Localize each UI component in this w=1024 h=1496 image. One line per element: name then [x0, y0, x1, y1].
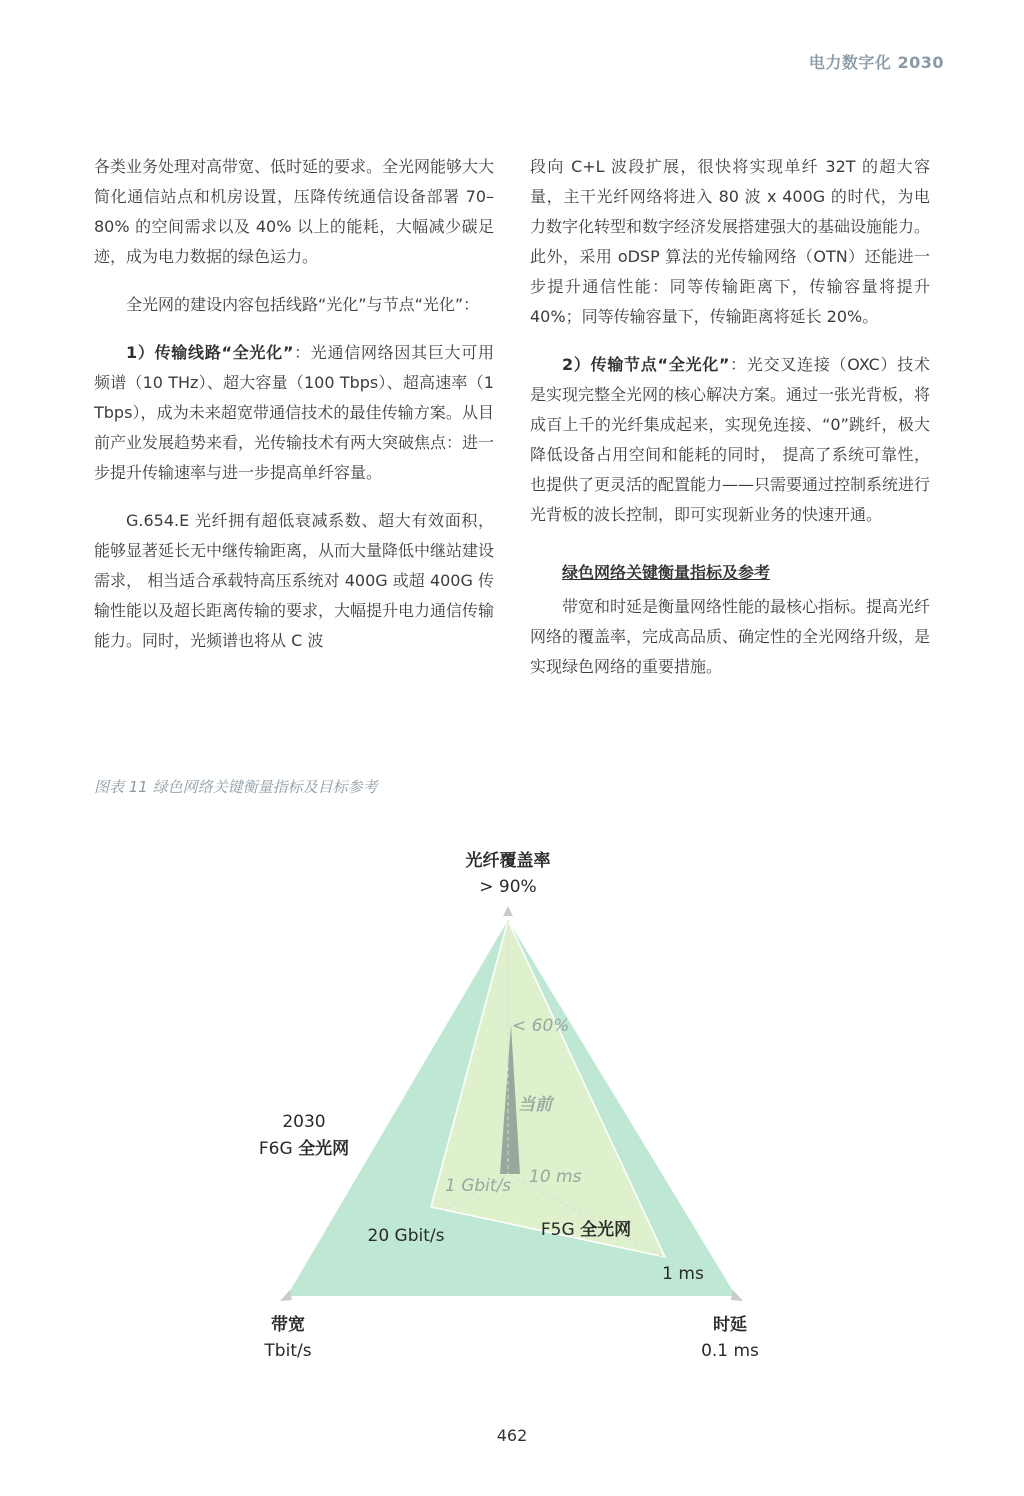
paragraph: 各类业务处理对高带宽、低时延的要求。全光网能够大大简化通信站点和机房设置，压降传统通信设备部署 70–80% 的空间需求以及 40% 以上的能耗，大幅减少碳足迹，成为电力数据的绿色运力。 [94, 157, 495, 266]
axis-arrow-top [503, 906, 513, 916]
axis-left-value: Tbit/s [264, 1341, 312, 1361]
paragraph [94, 338, 494, 488]
paragraph-text: ：光通信网络因其巨大可用频谱（10 THz）、超大容量（100 Tbps）、超高速率（1 Tbps），成为未来超宽带通信技术的最佳传输方案。从目前产业发展趋势来看，光传输技术有两大突破焦点：进一步提升传输速率与进一步提高单纤容量。 [94, 343, 495, 482]
f6g-name-prefix: F6G [258, 1139, 299, 1159]
f6g-name [244, 1134, 364, 1159]
f5g-triangle [431, 920, 665, 1257]
axis-top-value: > 90% [479, 877, 537, 897]
metrics-triangle-diagram [0, 830, 1024, 1390]
current-label: 当前 [518, 1095, 552, 1115]
paragraph: G.654.E 光纤拥有超低衰减系数、超大有效面积，能够显著延长无中继传输距离，从而大量降低中继站建设需求， 相当适合承载特高压系统对 400G 或超 400G 传输性能以及超长距离传输的要求，大幅提升电力通信传输能力。同时，光频谱也将从 C 波 [94, 511, 495, 650]
section-heading: 绿色网络关键衡量指标及参考 [562, 563, 771, 582]
axis-top-name: 光纤覆盖率 [465, 851, 551, 871]
right-column [530, 152, 930, 700]
f5g-name-bold: 全光网 [580, 1220, 632, 1240]
f5g-bandwidth-label: 20 Gbit/s [367, 1226, 445, 1246]
paragraph-lead: 1）传输线路“全光化” [126, 343, 294, 362]
axis-arrow-right [731, 1290, 743, 1301]
paragraph: 段向 C+L 波段扩展，很快将实现单纤 32T 的超大容量，主干光纤网络将进入 80 波 x 400G 的时代，为电力数字化转型和数字经济发展搭建强大的基础设施能力。此外，采用 oDSP 算法的光传输网络（OTN）还能进一步提升通信性能：同等传输距离下，传输容量将提升 40%；同等传输容量下，传输距离将延长 20%。 [530, 157, 931, 326]
f6g-name-bold: 全光网 [298, 1139, 350, 1159]
axis-top-label [448, 846, 568, 897]
f5g-latency-label: 1 ms [662, 1264, 704, 1284]
figure-caption: 图表 11 绿色网络关键衡量指标及目标参考 [94, 778, 378, 796]
f6g-year: 2030 [282, 1112, 326, 1132]
paragraph [530, 350, 930, 530]
current-bandwidth-label: 1 Gbit/s [445, 1176, 512, 1196]
paragraph-lead: 2）传输节点“全光化” [562, 355, 730, 374]
current-latency-label: 10 ms [529, 1167, 582, 1187]
diagram-canvas [0, 830, 1024, 1390]
paragraph: 带宽和时延是衡量网络性能的最核心指标。提高光纤网络的覆盖率，完成高品质、确定性的全光网络升级，是实现绿色网络的重要措施。 [530, 597, 931, 676]
axis-right-label [670, 1310, 790, 1361]
axis-right-value: 0.1 ms [701, 1341, 759, 1361]
f5g-label [526, 1215, 646, 1240]
page-number: 462 [496, 1426, 528, 1445]
f6g-label [244, 1112, 364, 1159]
paragraph: 全光网的建设内容包括线路“光化”与节点“光化”： [126, 295, 480, 314]
header-title: 电力数字化 2030 [808, 53, 944, 72]
axis-left-name: 带宽 [271, 1315, 305, 1335]
left-column [94, 152, 494, 674]
current-coverage-label: < 60% [512, 1016, 570, 1036]
axis-arrow-left [280, 1290, 292, 1301]
paragraph-text: ：光交叉连接（OXC）技术是实现完整全光网的核心解决方案。通过一张光背板，将成百上千的光纤集成起来，实现免连接、“0”跳纤，极大降低设备占用空间和能耗的同时， 提高了系统可靠性，也提供了更灵活的配置能力——只需要通过控制系统进行光背板的波长控制，即可实现新业务的快速开通。 [530, 355, 931, 524]
f5g-name-prefix: F5G [540, 1220, 581, 1240]
axis-right-name: 时延 [713, 1315, 747, 1335]
axis-left-label [228, 1310, 348, 1361]
